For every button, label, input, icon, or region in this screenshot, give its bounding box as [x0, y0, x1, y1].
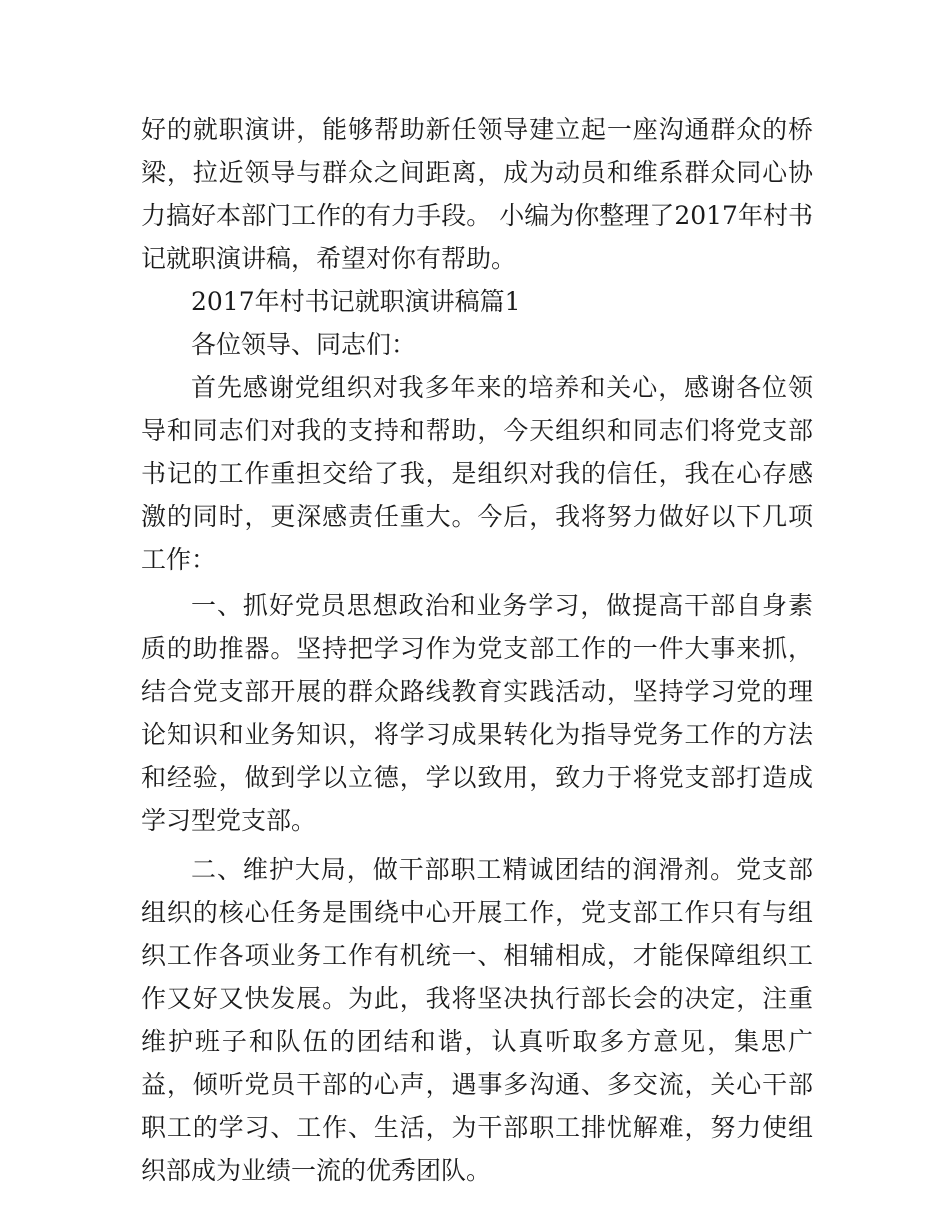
- body-paragraph-point-1: 一、抓好党员思想政治和业务学习，做提高干部自身素质的助推器。坚持把学习作为党支部工作的一件大事来抓，结合党支部开展的群众路线教育实践活动，坚持学习党的理论知识和业务知识，将学习成果转化为指导党务工作的方法和经验，做到学以立德，学以致用，致力于将党支部打造成学习型党支部。: [141, 591, 813, 835]
- salutation: 各位领导、同志们：: [191, 330, 417, 359]
- body-paragraph-thanks: 首先感谢党组织对我多年来的培养和关心，感谢各位领导和同志们对我的支持和帮助，今天组织和同志们将党支部书记的工作重担交给了我，是组织对我的信任，我在心存感激的同时，更深感责任重大。今后，我将努力做好以下几项工作：: [141, 373, 813, 574]
- intro-paragraph: 好的就职演讲，能够帮助新任领导建立起一座沟通群众的桥梁，拉近领导与群众之间距离，成为动员和维系群众同心协力搞好本部门工作的有力手段。 小编为你整理了2017年村书记就职演讲稿，希望对你有帮助。: [141, 115, 813, 273]
- section-title: 2017年村书记就职演讲稿篇1: [191, 287, 521, 316]
- document-body: [141, 108, 813, 1192]
- body-paragraph-point-2: 二、维护大局，做干部职工精诚团结的润滑剂。党支部组织的核心任务是围绕中心开展工作，党支部工作只有与组织工作各项业务工作有机统一、相辅相成，才能保障组织工作又好又快发展。为此，我将坚决执行部长会的决定，注重维护班子和队伍的团结和谐，认真听取多方意见，集思广益，倾听党员干部的心声，遇事多沟通、多交流，关心干部职工的学习、工作、生活，为干部职工排忧解难，努力使组织部成为业绩一流的优秀团队。: [141, 855, 813, 1185]
